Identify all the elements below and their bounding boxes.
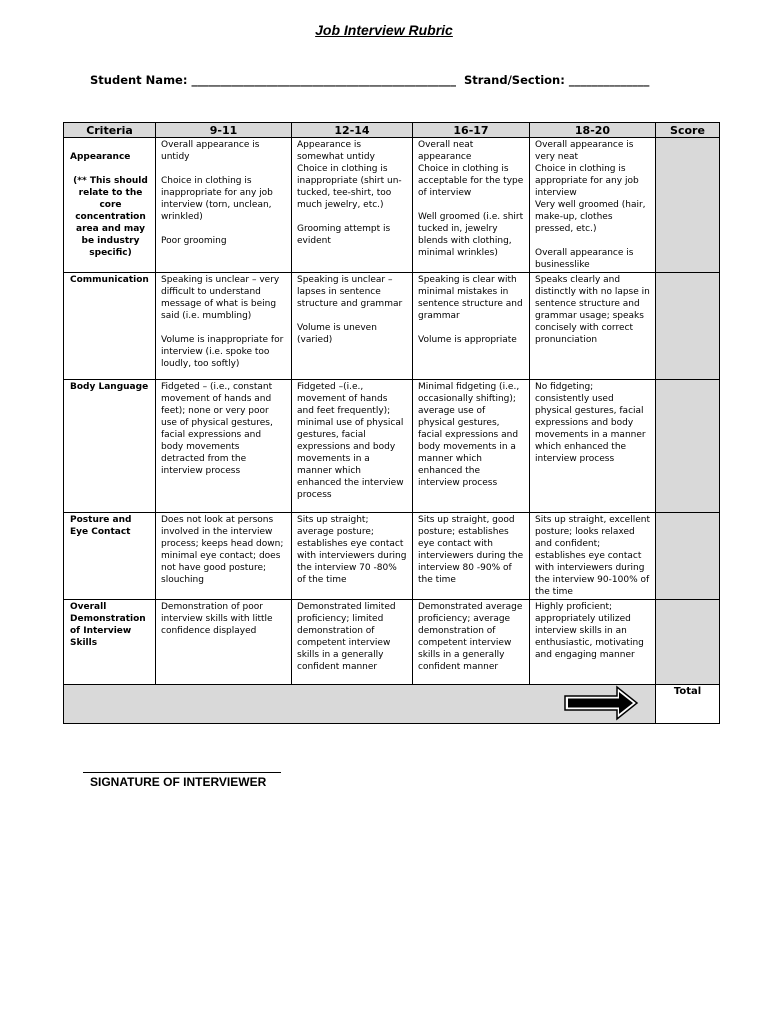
header-score: Score: [656, 123, 720, 138]
rubric-cell: Sits up straight; average posture; establishes eye contact with interviewers during the interview 70 -80% of the time: [292, 513, 413, 600]
rubric-cell: Minimal fidgeting (i.e., occasionally shifting); average use of physical gestures, facial expressions and body movements in a manner which enhanced the interview process: [413, 380, 530, 513]
rubric-cell: Speaking is unclear – lapses in sentence structure and grammar Volume is uneven (varied): [292, 273, 413, 380]
total-row: [64, 685, 720, 724]
table-row: [64, 138, 720, 273]
criteria-cell: Communication: [64, 273, 156, 380]
rubric-cell: Sits up straight, excellent posture; looks relaxed and confident; establishes eye contact with interviewers during the interview 90-100% of the time: [530, 513, 656, 600]
rubric-cell: Demonstrated limited proficiency; limited demonstration of competent interview skills in a generally confident manner: [292, 600, 413, 685]
rubric-cell: No fidgeting; consistently used physical gestures, facial expressions and body movements in a manner which enhanced the interview process: [530, 380, 656, 513]
page-title: Job Interview Rubric: [315, 22, 453, 38]
rubric-cell: Overall appearance is very neat Choice in clothing is appropriate for any job interview Very well groomed (hair, make-up, clothes pressed, etc.) Overall appearance is businesslike: [530, 138, 656, 273]
rubric-cell: Speaking is clear with minimal mistakes in sentence structure and grammar Volume is appropriate: [413, 273, 530, 380]
header-level-16-17: 16-17: [413, 123, 530, 138]
student-info-line: [90, 73, 649, 87]
student-name-field[interactable]: Student Name: ______________________________________________: [90, 73, 456, 87]
criteria-cell: Body Language: [64, 380, 156, 513]
total-score-cell[interactable]: Total: [656, 685, 720, 724]
arrow-right-icon: [563, 685, 639, 721]
table-row: [64, 273, 720, 380]
rubric-cell: Fidgeted – (i.e., constant movement of hands and feet); none or very poor use of physical gestures, facial expressions and body movements detracted from the interview process: [156, 380, 292, 513]
criteria-cell: Posture and Eye Contact: [64, 513, 156, 600]
total-arrow-cell: [64, 685, 656, 724]
signature-label: SIGNATURE OF INTERVIEWER: [90, 775, 267, 789]
header-level-9-11: 9-11: [156, 123, 292, 138]
rubric-cell: Demonstrated average proficiency; average demonstration of competent interview skills in a generally confident manner: [413, 600, 530, 685]
criteria-note: (** This should relate to the core concentration area and may be industry specific): [73, 176, 148, 258]
score-cell[interactable]: [656, 600, 720, 685]
header-criteria: Criteria: [64, 123, 156, 138]
rubric-cell: Overall neat appearance Choice in clothing is acceptable for the type of interview Well groomed (i.e. shirt tucked in, jewelry blends with clothing, minimal wrinkles): [413, 138, 530, 273]
criteria-cell: Overall Demonstration of Interview Skills: [64, 600, 156, 685]
rubric-table: [63, 122, 720, 724]
rubric-cell: Sits up straight, good posture; establishes eye contact with interviewers during the interview 80 -90% of the time: [413, 513, 530, 600]
rubric-cell: Overall appearance is untidy Choice in clothing is inappropriate for any job interview (torn, unclean, wrinkled) Poor grooming: [156, 138, 292, 273]
table-row: [64, 380, 720, 513]
table-row: [64, 513, 720, 600]
rubric-cell: Speaks clearly and distinctly with no lapse in sentence structure and grammar usage; speaks concisely with correct pronunciation: [530, 273, 656, 380]
score-cell[interactable]: [656, 380, 720, 513]
rubric-cell: Demonstration of poor interview skills with little confidence displayed: [156, 600, 292, 685]
score-cell[interactable]: [656, 138, 720, 273]
rubric-cell: Fidgeted –(i.e., movement of hands and feet frequently); minimal use of physical gestures, facial expressions and body movements in a manner which enhanced the interview process: [292, 380, 413, 513]
header-level-18-20: 18-20: [530, 123, 656, 138]
score-cell[interactable]: [656, 273, 720, 380]
criteria-label: Appearance: [70, 152, 131, 162]
signature-line[interactable]: [83, 772, 281, 773]
score-cell[interactable]: [656, 513, 720, 600]
header-level-12-14: 12-14: [292, 123, 413, 138]
criteria-cell: [64, 138, 156, 273]
strand-section-field[interactable]: Strand/Section: ______________: [463, 73, 650, 87]
rubric-cell: Speaking is unclear – very difficult to understand message of what is being said (i.e. mumbling) Volume is inappropriate for interview (i.e. spoke too loudly, too softly): [156, 273, 292, 380]
table-header-row: [64, 123, 720, 138]
rubric-cell: Highly proficient; appropriately utilized interview skills in an enthusiastic, motivating and engaging manner: [530, 600, 656, 685]
rubric-cell: Appearance is somewhat untidy Choice in clothing is inappropriate (shirt un-tucked, tee-shirt, too much jewelry, etc.) Grooming attempt is evident: [292, 138, 413, 273]
table-row: [64, 600, 720, 685]
rubric-cell: Does not look at persons involved in the interview process; keeps head down; minimal eye contact; does not have good posture; slouching: [156, 513, 292, 600]
